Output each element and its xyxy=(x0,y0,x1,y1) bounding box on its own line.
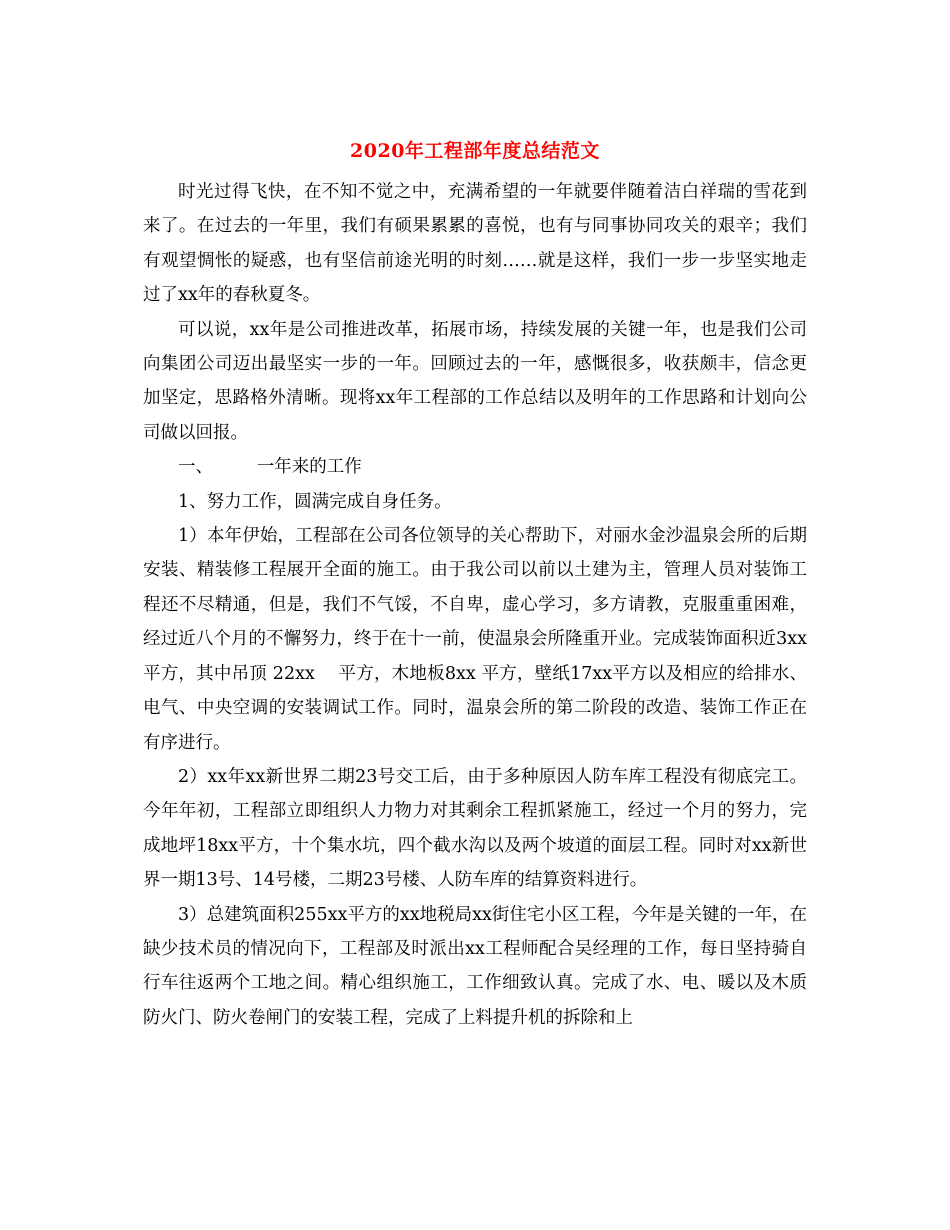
work-item-2: 2）xx年xx新世界二期23号交工后，由于多种原因人防车库工程没有彻底完工。今年年初，工程部立即组织人力物力对其剩余工程抓紧施工，经过一个月的努力，完成地坪18xx平方，十个集水坑，四个截水沟以及两个坡道的面层工程。同时对xx新世界一期13号、14号楼，二期23号楼、人防车库的结算资料进行。 xyxy=(143,766,807,891)
work-item-1: 1）本年伊始，工程部在公司各位领导的关心帮助下，对丽水金沙温泉会所的后期安装、精装修工程展开全面的施工。由于我公司以前以土建为主，管理人员对装饰工程还不尽精通，但是，我们不气馁，不自卑，虚心学习，多方请教，克服重重困难，经过近八个月的不懈努力，终于在十一前，使温泉会所隆重开业。完成装饰面积近3xx平方，其中吊顶 22xx 平方，木地板8xx 平方，壁纸17xx平方以及相应的给排水、电气、中央空调的安装调试工作。同时，温泉会所的第二阶段的改造、装饰工作正在有序进行。 xyxy=(143,526,807,753)
document-body xyxy=(143,175,807,1035)
section-heading xyxy=(143,450,807,484)
paragraph-overview: 可以说，xx年是公司推进改革，拓展市场，持续发展的关键一年，也是我们公司向集团公司迈出最坚实一步的一年。回顾过去的一年，感慨很多，收获颇丰，信念更加坚定，思路格外清晰。现将xx年工程部的工作总结以及明年的工作思路和计划向公司做以回报。 xyxy=(143,319,807,443)
subheading: 1、努力工作，圆满完成自身任务。 xyxy=(178,491,452,512)
section-heading-text: 一年来的工作 xyxy=(256,457,362,478)
section-heading-number: 一、 xyxy=(178,457,205,478)
paragraph-intro: 时光过得飞快，在不知不觉之中，充满希望的一年就要伴随着洁白祥瑞的雪花到来了。在过去的一年里，我们有硕果累累的喜悦，也有与同事协同攻关的艰辛；我们有观望惆怅的疑惑，也有坚信前途光明的时刻……就是这样，我们一步一步坚实地走过了xx年的春秋夏冬。 xyxy=(143,182,807,306)
work-item-3: 3）总建筑面积255xx平方的xx地税局xx街住宅小区工程，今年是关键的一年，在缺少技术员的情况向下，工程部及时派出xx工程师配合吴经理的工作，每日坚持骑自行车往返两个工地之间。精心组织施工，工作细致认真。完成了水、电、暖以及木质防火门、防火卷闸门的安装工程，完成了上料提升机的拆除和上 xyxy=(143,904,807,1028)
document-title: 2020年工程部年度总结范文 xyxy=(350,140,600,162)
